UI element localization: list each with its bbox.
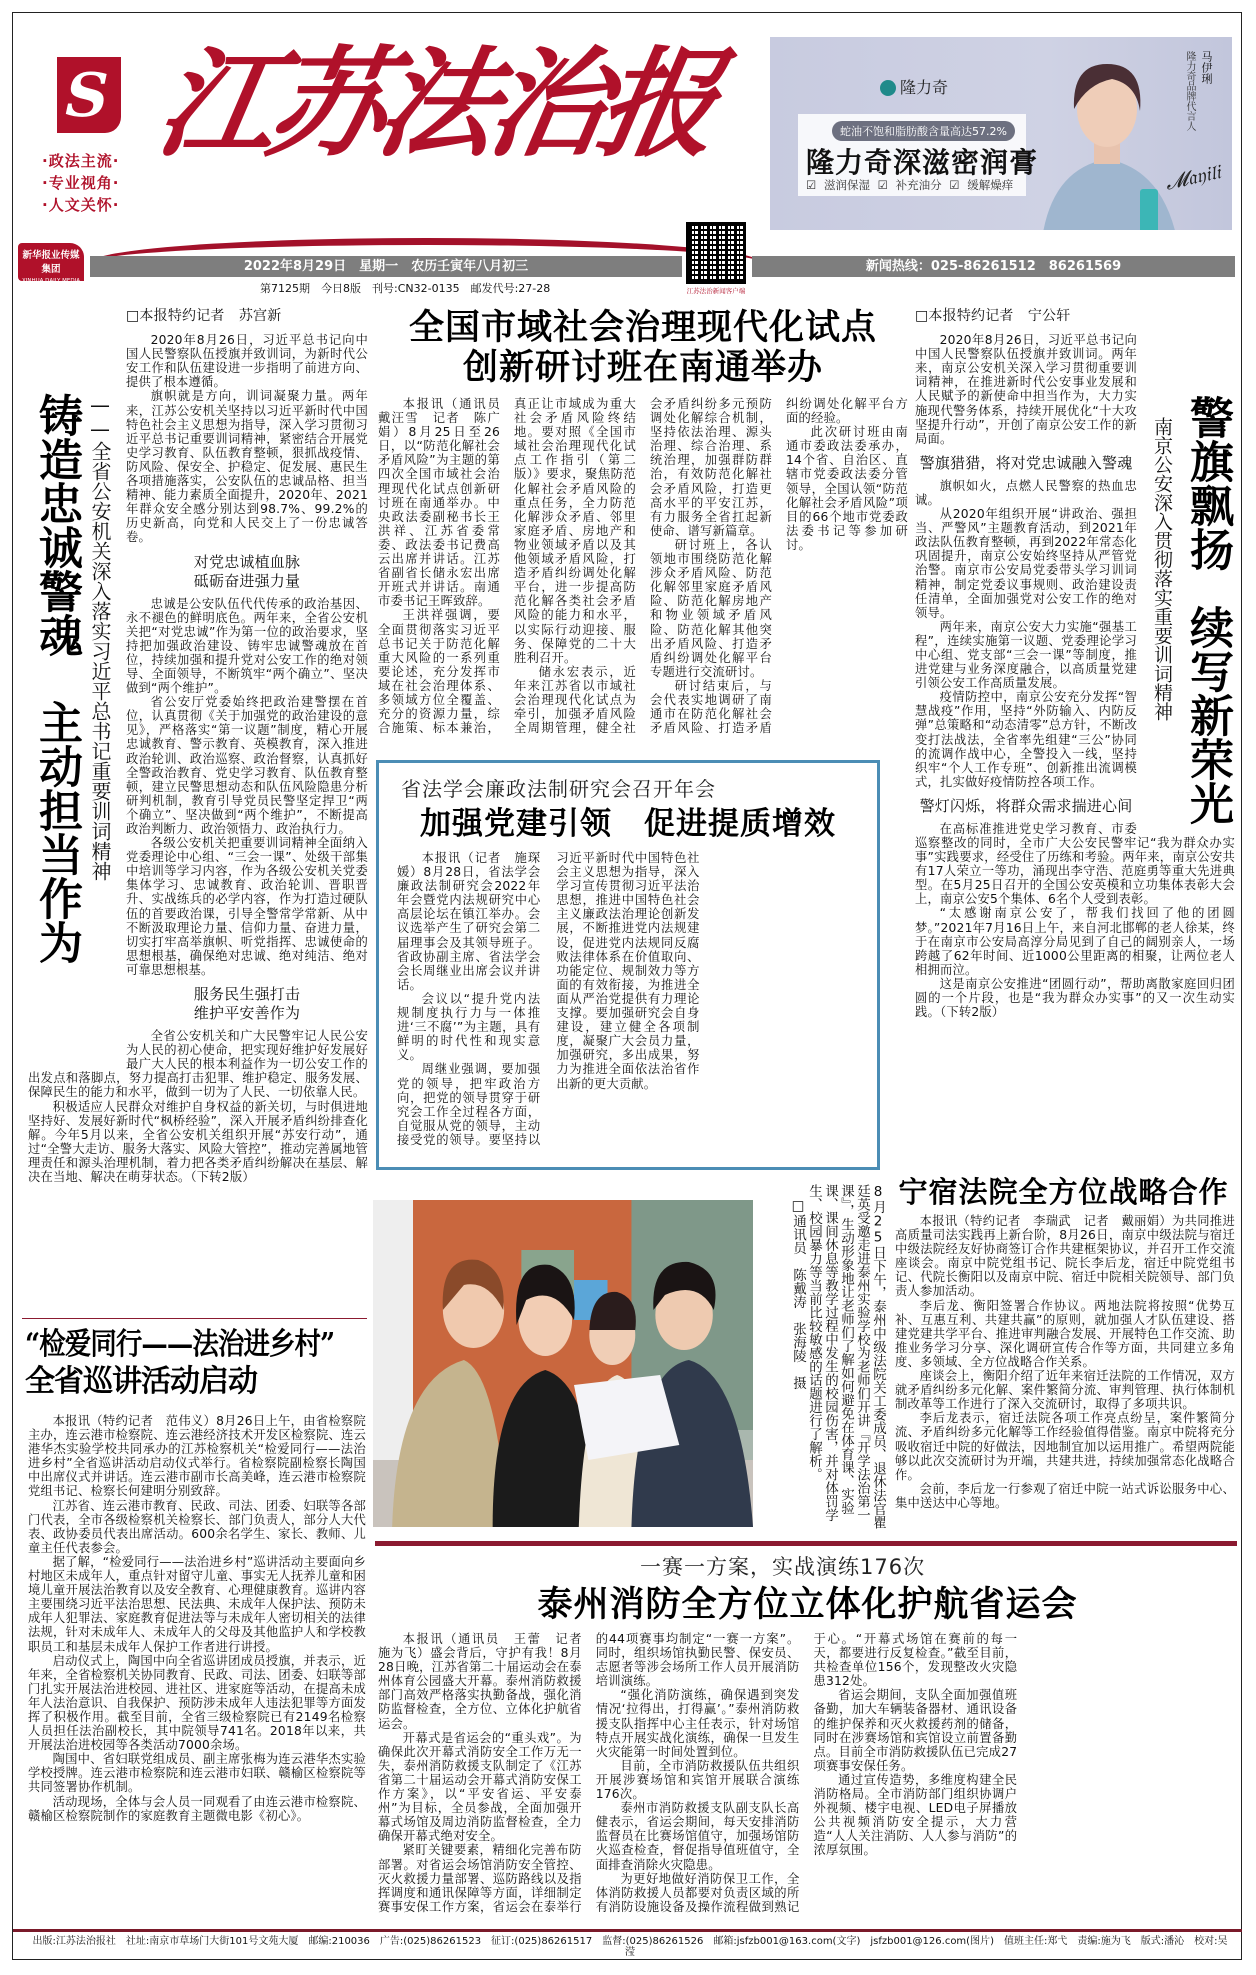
group-name: 新华报业传媒集团 <box>22 250 80 275</box>
paragraph: 座谈会上，衡阳介绍了近年来宿迁法院的工作情况，双方就矛盾纠纷多元化解、案件繁简分流、审判管理、执行体制机制改革等工作进行了深入交流研讨，取得了多项共识。 <box>895 1369 1235 1412</box>
paragraph: 全省公安机关和广大民警牢记人民公安为人民的初心使命，把实现好维护好发展好最广大人民的根本利益作为一切公安工作的出发点和落脚点，努力提高打击犯罪、维护稳定、服务发展、保障民生的能力和水平，做到一切为了人民、一切依靠人民。 <box>28 1029 368 1100</box>
headline: 加强党建引领 促进提质增效 <box>420 806 836 842</box>
ad-spokesperson-role: 隆力奇品牌代言人 <box>1184 51 1195 131</box>
paragraph: 江苏省、连云港市教育、民政、司法、团委、妇联等各部门代表，全市各级检察机关检察长、部门负责人，部分人大代表、政协委员代表出席活动。600余名学生、家长、教师、儿童主任代表参会。 <box>28 1498 366 1555</box>
ad-brand-name: 隆力奇 <box>900 78 949 97</box>
headline-part-2: 主动担当作为 <box>31 700 82 964</box>
article-police-loyalty <box>28 305 368 1315</box>
slogan: ·政法主流· <box>42 152 120 170</box>
paragraph: 疫情防控中，南京公安充分发挥“智慧战疫”作用，坚持“外防输入、内防反弹”总策略和“动态清零”总方针，不断改变打法战法，全省率先组建“三公”协同的流调作战中心，全警投入一线，坚持织牢“个人工作专班”、创新推出流调模式，扎实做好疫情防控各项工作。 <box>915 690 1137 789</box>
ad-brand <box>880 75 948 98</box>
article-body <box>378 1632 1017 1926</box>
subhead-line: 维护平安善作为 <box>193 1004 301 1023</box>
article-nanjing-police <box>915 305 1235 1165</box>
paragraph: 忠诚是公安队伍代代传承的政治基因、永不褪色的鲜明底色。两年来，全省公安机关把“对党忠诚”作为第一位的政治要求，坚持把加强政治建设、铸牢忠诚警魂放在首位，持续加强和提升党对公安工作的绝对领导、全面领导，不断筑牢“两个确立”、坚决做到“两个维护”。 <box>126 596 368 696</box>
news-photo <box>373 1200 753 1527</box>
paragraph: 启动仪式上，陶国中向全省巡讲团成员授旗，并表示，近年来，全省检察机关协同教育、民政、司法、团委、妇联等部门扎实开展法治进校园、进社区、进家庭等活动，在提高未成年人法治意识、自我保护、预防涉未成年人违法犯罪等方面发挥了积极作用。截至目前，全省三级检察院已有2149名检察人员担任法治副校长，其中院领导741名。2018年以来，共开展法治进校园等各类活动7000余场。 <box>28 1653 366 1753</box>
paragraph: 本报讯（通讯员 戴汪雪 记者 陈广娟）8月25日至26日，以“防范化解社会矛盾风险”为主题的第四次全国市域社会治理现代化试点创新研讨班在南通举办。中央政法委副秘书长王洪祥、江苏省委常委、政法委书记费高云出席并讲话。江苏省副省长储永宏出席开班式并讲话。南通市委书记王晖致辞。 <box>378 397 513 609</box>
paragraph: “强化消防演练，确保遇到突发情况‘拉得出，打得赢’。”泰州消防救援支队指挥中心主任表示，针对场馆特点开展实战化演练，确保一旦发生火灾能第一时间处置到位。 <box>595 1688 800 1759</box>
paragraph: 省运会期间，支队全面加强值班备勤，加大车辆装备器材、通讯设备的维护保养和灭火救援药剂的储备，同时在涉赛场馆和宾馆设立前置备勤点。目前全市消防救援队伍已完成27项赛事安保任务。 <box>813 1688 1018 1773</box>
paragraph: 此次研讨班由南通市委政法委承办，14个省、自治区、直辖市党委政法委分管领导，全国认领“防范化解社会矛盾风险”项目的66个地市党委政法委书记等参加研讨。 <box>786 425 908 552</box>
paragraph: 据了解，“检爱同行——法治进乡村”巡讲活动主要面向乡村地区未成年人，重点针对留守儿童、事实无人抚养儿童和困境儿童开展法治教育以及安全教育、心理健康教育。巡讲内容主要围绕习近平法治思想、民法典、未成年人保护法、预防未成年人犯罪法、家庭教育促进法等与未成年人密切相关的法律法规，针对未成年人、未成年人的父母及其他监护人和学校教职员工和基层未成年人保护工作者进行讲授。 <box>28 1554 366 1654</box>
article-body <box>378 397 908 747</box>
vertical-headline <box>28 305 126 1060</box>
kicker: 省法学会廉政法制研究会召开年会 <box>401 777 716 801</box>
paragraph: 李后龙表示，宿迁法院各项工作亮点纷呈，案件繁简分流、矛盾纠纷多元化解等工作经验值得借鉴。南京中院将充分吸收宿迁中院的好做法，因地制宜加以运用推广。希望两院能够以此次交流研讨为开端，共建共进，持续加强常态化战略合作。 <box>895 1411 1235 1482</box>
article-body <box>397 851 700 1161</box>
ad-title: 隆力奇深滋密润膏 <box>806 146 1039 179</box>
footer-imprint: 出版:江苏法治报社 社址:南京市草场门大街101号文苑大厦 邮编:210036 广告:(025)86261523 征订:(025)86261517 监督:(025)86261526 邮箱:jsfzb001@163.com(文字) jsfzb001@126.com(图片) 值班主任:郑弋 责编:施为飞 版式:潘沁 校对:吴滢 <box>32 1936 1228 1958</box>
paragraph: 研讨结束后，与会代表实地调研了南通市在防范化解社会矛盾风险、打造矛盾纠纷调处化解平台方面的经验。 <box>650 397 908 736</box>
subhead-line: 服务民生强打击 <box>193 985 301 1004</box>
article-body <box>895 1214 1235 1510</box>
paragraph: 本报讯（特约记者 范伟义）8月26日上午，由省检察院主办，连云港市检察院、连云港经济技术开发区检察院、连云港华杰实验学校共同承办的江苏检察机关“检爱同行——法治进乡村”全省巡讲活动启动仪式举行。省检察院副检察长陶国中出席仪式并讲话。连云港市副市长高美峰，连云港市检察院党组书记、检察长何建明分别致辞。 <box>28 1414 366 1499</box>
divider <box>22 1318 367 1319</box>
qr-code[interactable] <box>686 222 746 284</box>
headline-line-2: 全省巡讲活动启动 <box>25 1364 257 1399</box>
paragraph: 陶国中、省妇联党组成员、副主席张梅为连云港华杰实验学校授牌。连云港市检察院和连云港市妇联、赣榆区检察院等共同签署协作机制。 <box>28 1752 366 1795</box>
paragraph: 各级公安机关把重要训词精神全面纳入党委理论中心组、“三会一课”、处级干部集中培训等学习内容，作为各级公安机关党委集体学习、忠诚教育、政治轮训、晋职晋升、实战练兵的必学内容，作为打造过硬队伍的首要政治课，引导全警常学常新、从中不断汲取理论力量、信仰力量、奋进力量，切实打牢高举旗帜、听党指挥、忠诚使命的思想根基，确保绝对忠诚、绝对纯洁、绝对可靠思想根基。 <box>126 836 368 977</box>
paragraph: 紧盯关键要素，精细化完善布防部署。对省运会场馆消防安全管控、灭火救援力量部署、巡防路线以及指挥调度和通讯保障等方面，详细制定赛事安保工作方案，省运会在泰举行的44项赛事均制定“一赛一方案”。同时，组织场馆执勤民警、保安员、志愿者等涉会场所工作人员开展消防培训演练。 <box>378 1632 800 1914</box>
headline-fire-rescue: 泰州消防全方位立体化护航省运会 <box>537 1584 1078 1625</box>
paragraph: 活动现场，全体与会人员一同观看了由连云港市检察院、赣榆区检察院制作的家庭教育主题微电影《初心》。 <box>28 1794 366 1823</box>
group-name-en: XINHUA DAILY MEDIA GROUP <box>22 278 80 290</box>
headline-part-1: 警旗飘扬 <box>1182 395 1233 571</box>
masthead-title: 江苏法治报 <box>147 34 723 173</box>
paragraph: 泰州市消防救援支队副支队长高健表示，省运会期间，每天安排消防监督员在比赛场馆值守，加强场馆防火巡查检查，督促指导值班值守，全面排查消除火灾隐患。 <box>595 1801 800 1872</box>
paragraph: 旗帜如火，点燃人民警察的热血忠诚。 <box>915 478 1137 507</box>
headline-subtitle: 南京公安深入贯彻落实重要训词精神 <box>1151 417 1173 721</box>
paragraph: 从2020年组织开展“讲政治、强担当、严警风”主题教育活动，到2021年政法队伍教育整顿，再到2022年常态化巩固提升，南京公安始终坚持从严管党治警。南京市公安局党委带头学习训词精神，制定党委议事规则、政治建设责任清单，全面加强党对公安工作的绝对领导。 <box>915 507 1137 620</box>
photo-credit: □通讯员 陈戴涛 张海陵 摄 <box>790 1198 806 1390</box>
headline-part-2: 续写新荣光 <box>1182 605 1233 825</box>
kicker: 一赛一方案，实战演练176次 <box>640 1555 926 1579</box>
headline-part-1: 铸造忠诚警魂 <box>31 393 82 657</box>
slogan: ·人文关怀· <box>42 196 120 214</box>
paragraph: 李后龙、衡阳签署合作协议。两地法院将按照“优势互补、互惠互利、共建共赢”的原则，就加强人才队伍建设、搭建党建共学平台、推进审判融合发展、开展特色工作交流、助推业务学习分享、深化调研宣传合作等方面，共同建立多角度、多领域、全方位战略合作关系。 <box>895 1298 1235 1369</box>
ad-signature: 𝓜𝔞𝔶𝔦𝔩𝔦 <box>1163 159 1223 195</box>
paragraph: 2020年8月26日，习近平总书记向中国人民警察队伍授旗并致训词，为新时代公安工作和队伍建设进一步指明了前进方向、提供了根本遵循。 <box>126 333 368 390</box>
photo-people-reading-document <box>373 1200 753 1527</box>
paragraph: 本报讯（通讯员 王蕾 记者 施为飞）盛会背后，守护有我！8月28日晚，江苏省第二十届运动会在泰州体育公园盛大开幕。泰州消防救援部门高效严格落实执勤备战，强化消防监督检查，全方位、立体化护航省运会。 <box>378 1632 595 1731</box>
paragraph: 2020年8月26日，习近平总书记向中国人民警察队伍授旗并致训词。两年来，南京公安机关深入学习贯彻重要训词精神，在推进新时代公安事业发展和人民赋予的新使命中担当作为，大力实施现代警务体系，持续开展优化“十大攻坚提升行动”，开创了南京公安工作的新局面。 <box>915 333 1137 446</box>
news-hotline: 新闻热线：025-86261512 86261569 <box>752 256 1235 277</box>
date-bar: 2022年8月29日 星期一 农历壬寅年八月初三 <box>90 256 682 277</box>
subhead-line: 对党忠诚植血脉 <box>193 552 301 571</box>
article-fire-rescue <box>378 1632 1235 1926</box>
byline: □本报特约记者 宁公轩 <box>915 308 1071 324</box>
article-box-anti-corruption <box>376 760 880 1170</box>
article-body-wrap <box>397 851 859 1161</box>
paragraph: 本报讯（特约记者 李瑞武 记者 戴丽娟）为共同推进高质量司法实践再上新台阶，8月26日，南京中级法院与宿迁中级法院经友好协商签订合作共建框架协议，并召开工作交流座谈会。南京中院党组书记、院长李后龙，宿迁中院党组书记、代院长衡阳以及南京中院、宿迁中院相关院领导、部门负责人参加活动。 <box>895 1214 1235 1299</box>
ad-features: ☑ 滋润保湿 ☑ 补充油分 ☑ 缓解燥痒 <box>806 178 1014 192</box>
newspaper-logo-mark <box>57 57 121 133</box>
publisher-group-logo <box>18 243 84 290</box>
headline-line-2: 创新研讨班在南通举办 <box>462 347 823 388</box>
headline-social-governance <box>378 308 908 388</box>
article-procuratorate <box>28 1414 366 1930</box>
photo-caption <box>760 1184 886 1536</box>
ad-spokesperson-name: 马伊琍 <box>1200 51 1213 84</box>
paragraph: 目前，全市消防救援队伍共组织开展涉赛场馆和宾馆开展联合演练176次。 <box>595 1758 800 1802</box>
headline-procuratorate <box>25 1326 365 1400</box>
slogan: ·专业视角· <box>42 174 120 192</box>
paragraph: 开幕式是省运会的“重头戏”。为确保此次开幕式消防安全工作万无一失，泰州消防救援支队制定了《江苏省第二十届运动会开幕式消防安保工作方案》，以“平安省运、平安泰州”为目标，全员参战，全面加强开幕式场馆及周边消防监督检查，全力确保开幕式绝对安全。 <box>378 1730 582 1844</box>
headline-line-1: “检爱同行——法治进乡村” <box>25 1327 335 1362</box>
paragraph: 王洪祥强调，要全面贯彻落实习近平总书记关于防范化解重大风险的一系列重要论述，充分发挥市域在社会治理体系、多领域方位全覆盖、充分的资源力量，综合施策、标本兼治，真正让市域成为重大社会矛盾风险终结地。要对照《全国市域社会治理现代化试点工作指引（第二版）》要求，聚焦防范化解社会矛盾风险的重点任务，全力防范化解涉众矛盾、邻里家庭矛盾、房地产和物业领域矛盾以及其他领域矛盾风险，打造矛盾纠纷调处化解平台，进一步提高防范化解各类社会矛盾风险的能力和水平，以实际行动迎接、服务、保障党的二十大胜利召开。 <box>378 397 636 736</box>
paragraph: 本报讯（记者 施琛媛）8月28日，省法学会廉政法制研究会2022年年会暨党内法规研究中心高层论坛在镇江举办。会议选举产生了研究会第二届理事会及其领导班子。省政协副主席、省法学会会长周继业出席会议并讲话。 <box>397 851 541 992</box>
byline: □本报特约记者 苏宫新 <box>126 308 282 324</box>
subhead-line: 警灯闪烁，将群众需求揣进心间 <box>919 796 1133 815</box>
ad-spokesperson-photo <box>1032 49 1182 230</box>
qr-caption: 江苏法治新闻客户端 <box>686 287 746 295</box>
logo-letter: S <box>57 61 116 131</box>
paragraph: “太感谢南京公安了，帮我们找回了他的团圆梦。”2021年7月16日上午，来自河北邯郸的老人徐某，终于在南京市公安局高淳分局见到了自己的阔别亲人，一场跨越了62年时间、近1000公里距离的相聚，让两位老人相拥而泣。 <box>915 906 1235 977</box>
paragraph: 会议以“提升党内法规制度执行力与一体推进‘三不腐’”为主题，具有鲜明的时代性和现实意义。 <box>397 991 541 1063</box>
paragraph: 省公安厅党委始终把政治建警摆在首位，认真贯彻《关于加强党的政治建设的意见》，严格落实“第一议题”制度，精心开展忠诚教育、警示教育、英模教育，深入推进政治轮训、政治巡察、政治督察，认真抓好全警政治教育、党史学习教育、队伍教育整顿，建立民警思想动态和队伍风险隐患分析研判机制，教育引导党员民警坚定捍卫“两个确立”、坚决做到“两个维护”，不断提高政治判断力、政治领悟力、政治执行力。 <box>126 695 368 836</box>
paragraph: 旗帜就是方向，训词凝聚力量。两年来，江苏公安机关坚持以习近平新时代中国特色社会主义思想为指导，深入学习贯彻习近平总书记重要训词精神，紧密结合开展党史学习教育、队伍教育整顿，狠抓战疫情、防风险、保安全、护稳定、促发展、惠民生各项措施落实，公安队伍的忠诚品格、担当精神、能力素质全面提升，2020年、2021年群众安全感分别达到98.7%、99.2%的历史新高，向党和人民交上了一份忠诚答卷。 <box>126 389 368 545</box>
paragraph: 研讨班上，各认领地市围绕防范化解涉众矛盾风险、防范化解邻里家庭矛盾风险、防范化解房地产和物业领域矛盾风险、防范化解其他突出矛盾风险、打造矛盾纠纷调处化解平台专题进行交流研讨。 <box>650 537 772 679</box>
paragraph: 为更好地做好消防保卫工作，全体消防救援人员都要对负责区域的所有消防设施设备及操作流程做到熟记于心。“开幕式场馆在赛前的每一天，都要进行反复检查。”截至目前，共检查单位156个，发现整改火灾隐患312处。 <box>595 1632 1018 1914</box>
brand-logo-icon <box>880 80 896 96</box>
paragraph: 这是南京公安推进“团圆行动”，帮助离散家庭回归团圆的一个片段，也是“我为群众办实事”的又一次生动实践。（下转2版） <box>915 976 1235 1020</box>
headline-subtitle: ——全省公安机关深入落实习近平总书记重要训词精神 <box>88 393 112 881</box>
paragraph: 两年来，南京公安大力实施“强基工程”，连续实施第一议题、党委理论学习中心组、党支部“三会一课”等制度，推进党建与业务深度融合，以高质量党建引领公安工作高质量发展。 <box>915 619 1137 691</box>
headline-line-1: 全国市域社会治理现代化试点 <box>408 307 877 348</box>
paragraph: 通过宣传造势，多维度构建全民消防格局。全市消防部门组织协调户外视频、楼宇电视、LED电子屏播放公共视频消防安全提示，大力营造“人人关注消防、人人参与消防”的浓厚氛围。 <box>813 1772 1018 1858</box>
divider <box>375 1541 1237 1546</box>
subhead-line: 砥砺奋进强力量 <box>193 571 301 590</box>
article-court-cooperation <box>895 1214 1235 1534</box>
paragraph: 积极适应人民群众对维护自身权益的新关切，与时俱进地坚持好、发展好新时代“枫桥经验”，深入开展矛盾纠纷排查化解。今年5月以来，全省公安机关组织开展“苏安行动”，通过“全警大走访、服务大落实、风险大管控”，推动完善属地管理责任和源头治理机制，着力把各类矛盾纠纷解决在基层、解决在当地、解决在萌芽状态。（下转2版） <box>28 1099 368 1184</box>
article-body <box>28 1414 366 1823</box>
issue-info: 第7125期 今日8版 刊号:CN32-0135 邮发代号:27-28 <box>260 282 551 295</box>
article-social-governance <box>378 397 908 747</box>
paragraph: 在高标准推进党史学习教育、市委巡察整改的同时，全市广大公安民警牢记“我为群众办实事”实践要求，经受住了历练和考验。两年来，南京公安共有17人荣立一等功，涌现出李守浩、范庭勇等重大先进典型。在5月25日召开的全国公安英模和立功集体表彰大会上，南京公安5个集体、6名个人受到表彰。 <box>915 821 1235 907</box>
footer-rule <box>13 1929 1242 1932</box>
photo-caption-text: 8月25日下午，泰州中级法院关工委成员、退休法官瞿廷英受邀走进泰州实验学校为老师们开讲『开学法治第一课』，生动形象地让老师们了解如何避免在体育课、实验课、课间休息等教学过程中发生的校园伤害，并对体罚学生、校园暴力等当前比较敏感的话题进行了解析。 <box>806 1184 886 1529</box>
paragraph: 储永宏表示，近年来江苏省以市域社会治理现代化试点为牵引，加强矛盾风险全周期管理，健全社会矛盾纠纷多元预防调处化解综合机制，坚持依法治理、源头治理、综合治理、系统治理，加强群防群治，有效防范化解社会矛盾风险，打造更高水平的平安江苏，有力服务全省扛起新使命、谱写新篇章。 <box>514 397 772 736</box>
ad-claim: 蛇油不饱和脂肪酸含量高达57.2% <box>832 121 1015 141</box>
advertisement[interactable] <box>770 37 1232 230</box>
headline-court-cooperation: 宁宿法院全方位战略合作 <box>898 1175 1229 1209</box>
subhead-line: 警旗猎猎，将对党忠诚融入警魂 <box>919 453 1133 472</box>
paragraph: 会前，李后龙一行参观了宿迁中院一站式诉讼服务中心、集中送达中心等地。 <box>895 1481 1235 1510</box>
paragraph: 周继业强调，要加强党的领导，把牢政治方向，把党的领导贯穿于研究会工作全过程各方面，自觉服从党的领导，主动接受党的领导。要坚持以习近平新时代中国特色社会主义思想为指导，深入学习宣传贯彻习近平法治思想，推进中国特色社会主义廉政法治理论创新发展，不断推进党内法规建设，促进党内法规同反腐败法律体系在价值取向、功能定位、规制效力等方面的有效衔接，为推进全面从严治党提供有力理论支撑。要加强研究会自身建设，建立健全各项制度，凝聚广大会员力量，加强研究，多出成果，努力为推进全面依法治省作出新的更大贡献。 <box>397 851 700 1147</box>
vertical-headline <box>1137 305 1235 825</box>
